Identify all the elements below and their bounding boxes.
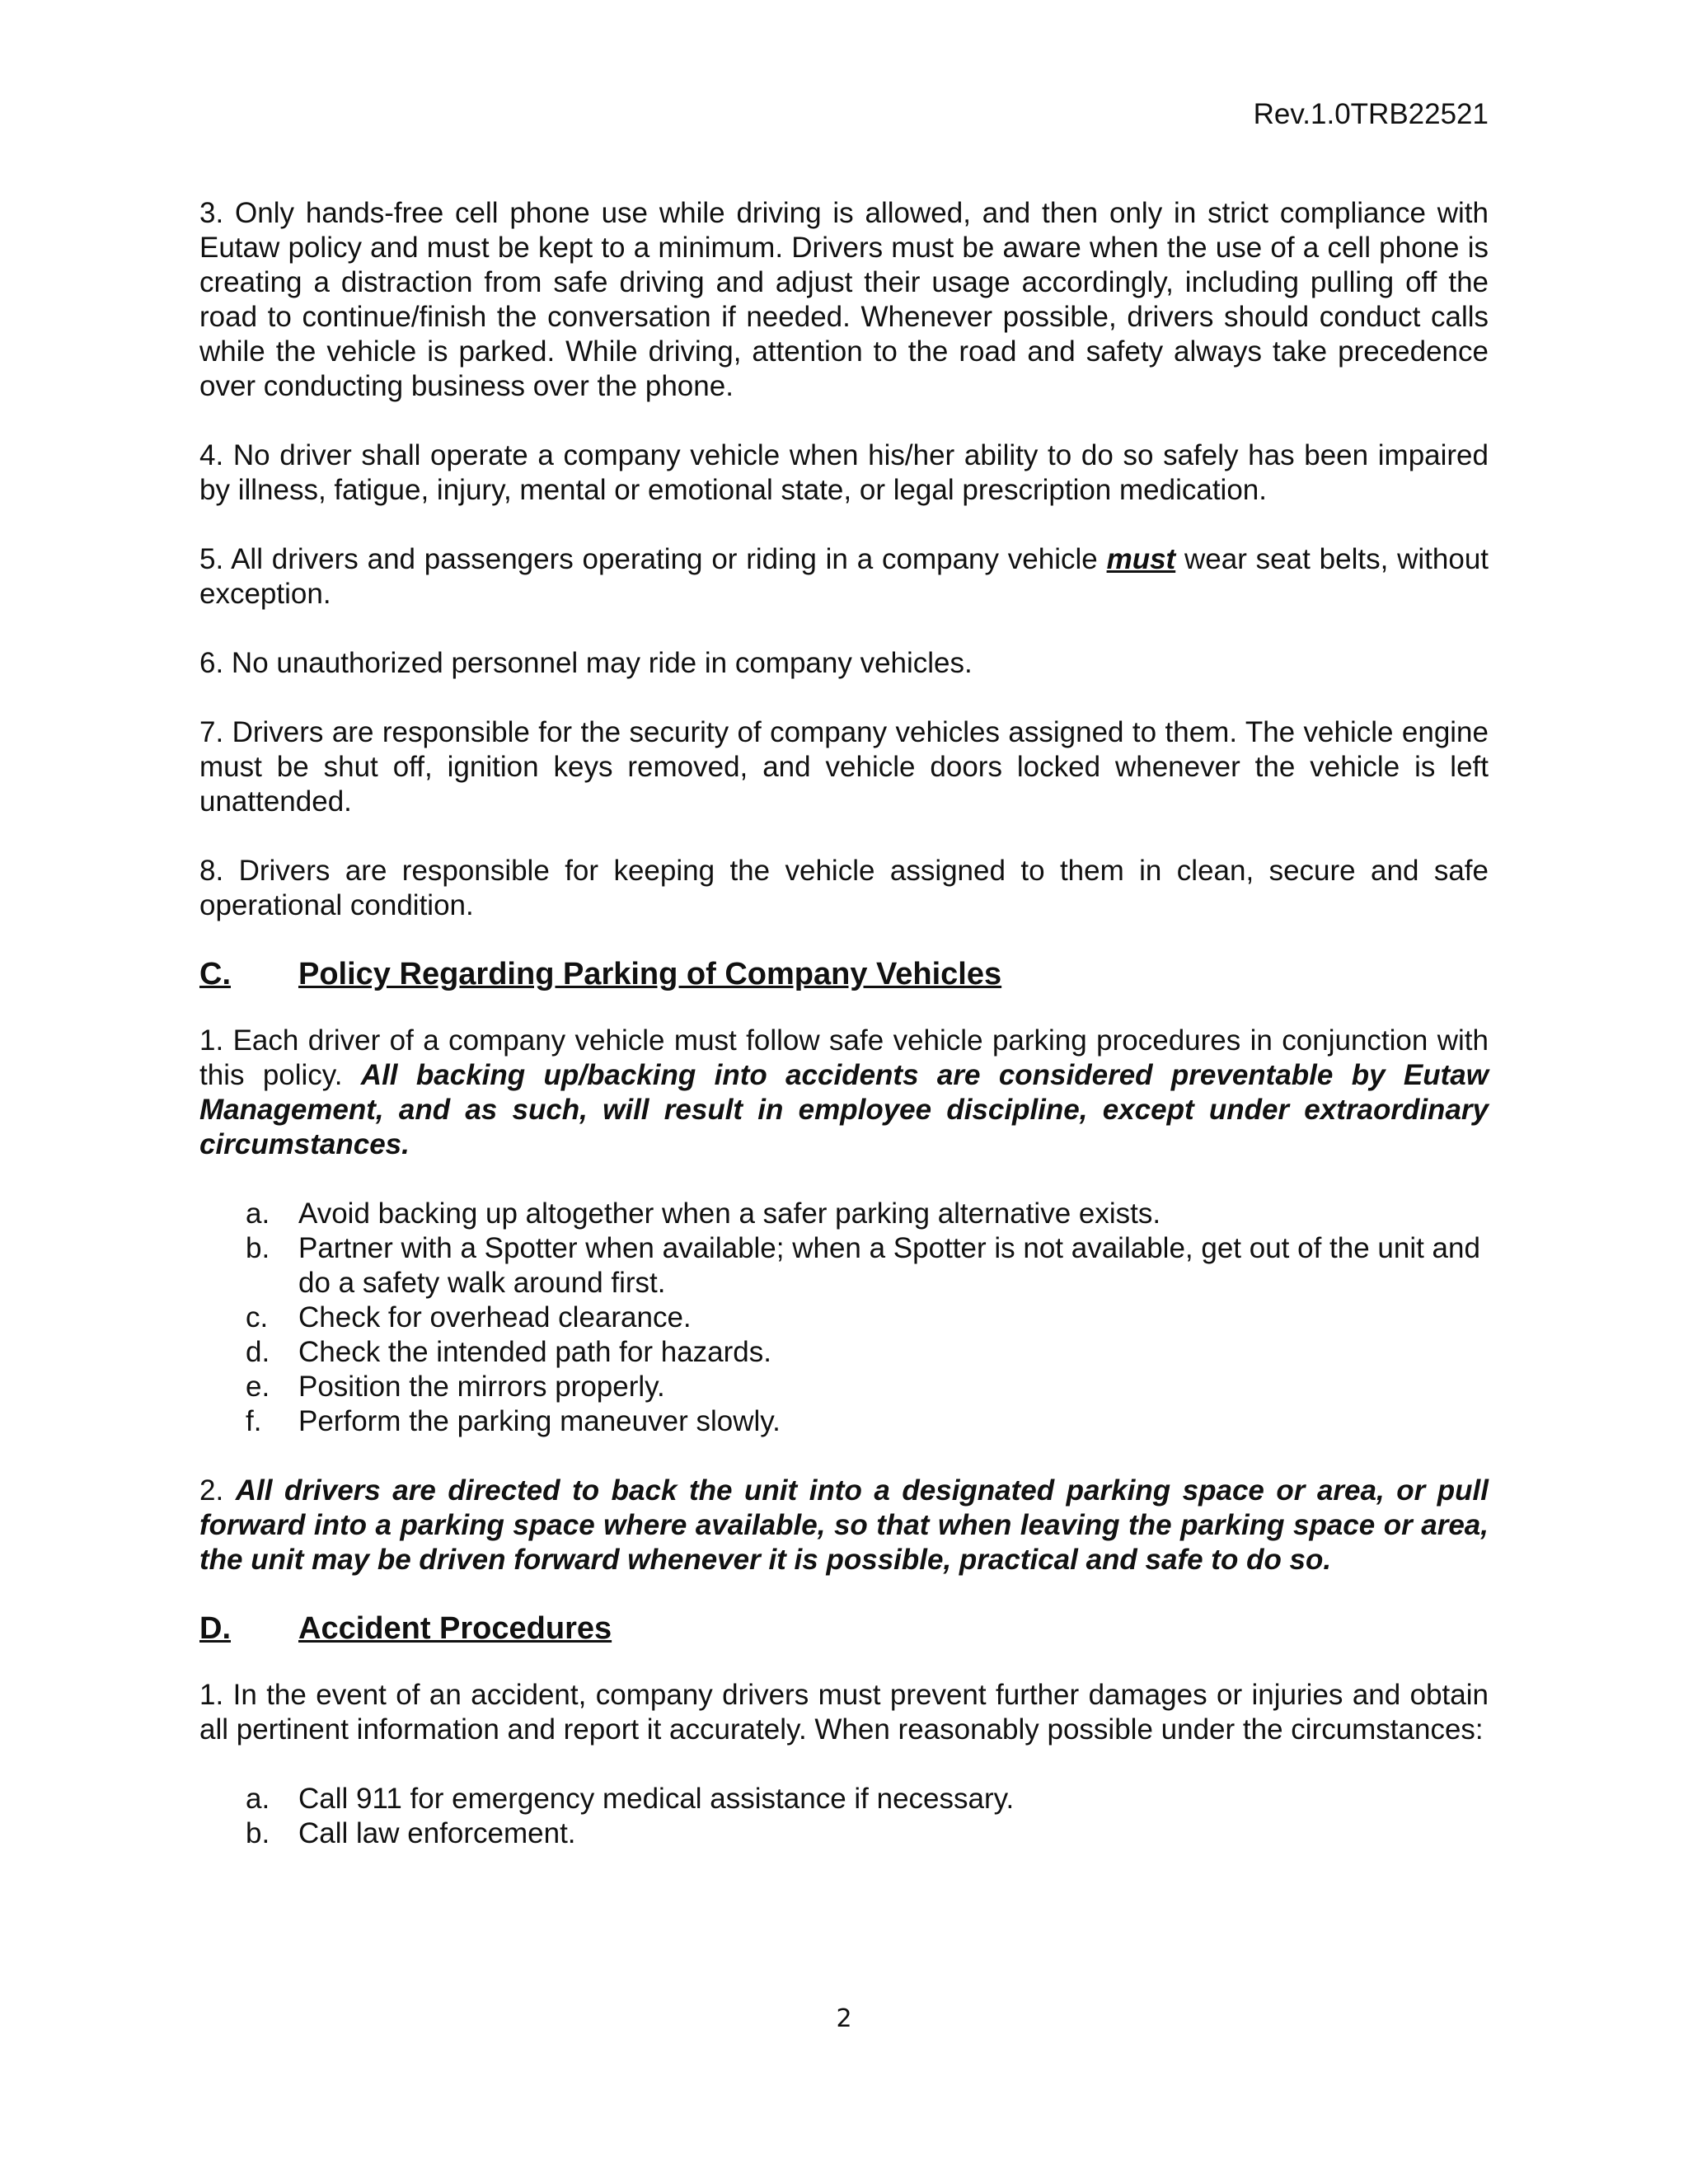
list-marker: e. [246,1371,270,1403]
paragraph-item-5 [199,542,1489,612]
list-marker: a. [246,1197,270,1230]
list-item [199,1301,1489,1335]
list-marker: b. [246,1817,270,1849]
paragraph-item-3: 3. Only hands-free cell phone use while driving is allowed, and then only in strict compliance with Eutaw policy and must be kept to a minimum. Drivers must be aware when the use of a cell phone is creating a distraction from safe driving and adjust their usage accordingly, including pulling off the road to continue/finish the conversation if needed. Whenever possible, drivers should conduct calls while the vehicle is parked. While driving, attention to the road and safety always take precedence over conducting business over the phone. [199,197,1489,402]
list-item [199,1782,1489,1816]
list-item [199,1197,1489,1231]
list-marker: b. [246,1232,270,1264]
accident-procedures-list [199,1782,1489,1851]
list-item-text: Check for overhead clearance. [298,1301,692,1333]
paragraph-c-item-2 [199,1474,1489,1577]
list-item-text: Check the intended path for hazards. [298,1336,771,1368]
section-letter-c: C. [199,957,231,991]
paragraph-item-7: 7. Drivers are responsible for the security of company vehicles assigned to them. The vehicle engine must be shut off, ignition keys removed, and vehicle doors locked whenever the vehicle is left unattended. [199,716,1489,818]
page-number: 2 [836,2004,852,2033]
list-marker: a. [246,1783,270,1815]
section-heading-d [199,1610,1489,1647]
list-marker: f. [246,1405,262,1437]
list-item [199,1370,1489,1404]
paragraph-item-4: 4. No driver shall operate a company vehicle when his/her ability to do so safely has been impaired by illness, fatigue, injury, mental or emotional state, or legal prescription medication. [199,439,1489,506]
list-item [199,1816,1489,1851]
list-item [199,1231,1489,1301]
document-body [199,196,1489,1886]
paragraph-c-item-1 [199,1024,1489,1162]
c-item-2-bold-text: All drivers are directed to back the unit into a designated parking space or area, or pull forward into a parking space where available, so that when leaving the parking space or area, the unit may be driven forward whenever it is possible, practical and safe to do so. [199,1474,1489,1576]
list-item [199,1404,1489,1439]
c-item-1-bold-text: All backing up/backing into accidents are considered preventable by Eutaw Management, and as such, will result in employee discipline, except under extraordinary circumstances. [199,1059,1489,1160]
c-item-1-text: 1. Each driver of a company vehicle must follow safe vehicle parking procedures in conjunction with this policy. [199,1024,1489,1091]
list-item-text: Perform the parking maneuver slowly. [298,1405,781,1437]
paragraph-item-6: 6. No unauthorized personnel may ride in company vehicles. [199,647,973,679]
section-heading-c [199,956,1489,992]
c-item-2-number: 2. [199,1474,236,1507]
section-title-c: Policy Regarding Parking of Company Vehicles [298,957,1002,991]
item-5-text-end: wear seat belts, without exception. [199,543,1489,610]
revision-label: Rev.1.0TRB22521 [1253,98,1489,130]
list-item-text: Partner with a Spotter when available; when a Spotter is not available, get out of the unit and do a safety walk around first. [298,1232,1480,1299]
section-title-d: Accident Procedures [298,1611,612,1646]
list-marker: d. [246,1336,270,1368]
list-item [199,1335,1489,1370]
list-item-text: Position the mirrors properly. [298,1371,665,1403]
list-item-text: Call 911 for emergency medical assistance if necessary. [298,1783,1015,1815]
item-5-text-start: 5. All drivers and passengers operating or riding in a company vehicle [199,543,1107,575]
section-letter-d: D. [199,1611,231,1646]
paragraph-item-8: 8. Drivers are responsible for keeping the vehicle assigned to them in clean, secure and safe operational condition. [199,855,1489,921]
item-5-emphasis: must [1106,543,1176,575]
parking-procedures-list [199,1197,1489,1439]
list-item-text: Avoid backing up altogether when a safer parking alternative exists. [298,1197,1161,1230]
list-item-text: Call law enforcement. [298,1817,576,1849]
list-marker: c. [246,1301,269,1333]
paragraph-d-item-1: 1. In the event of an accident, company drivers must prevent further damages or injuries and obtain all pertinent information and report it accurately. When reasonably possible under the circumstances: [199,1679,1489,1746]
